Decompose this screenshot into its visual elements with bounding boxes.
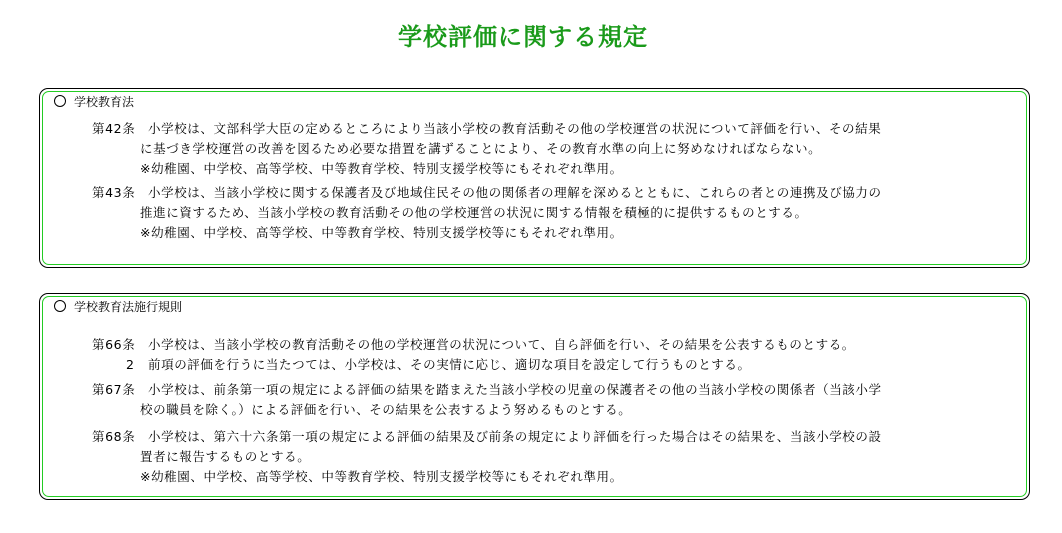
article-number: 第42条 [92,121,136,136]
article-line: 校の職員を除く。）による評価を行い、その結果を公表するよう努めるものとする。 [140,402,632,417]
article-line [92,380,882,400]
article-number: 第67条 [92,382,136,397]
section-heading-text: 学校教育法施行規則 [74,300,183,314]
page-title: 学校評価に関する規定 [398,23,648,51]
article-line: 推進に資するため、当該小学校の教育活動その他の学校運営の状況に関する情報を積極的に提供するものとする。 [140,205,808,220]
article-line [92,183,882,203]
article-text: 小学校は、前条第一項の規定による評価の結果を踏まえた当該小学校の児童の保護者その他の当該小学校の関係者（当該小学 [148,382,882,397]
article-66 [92,335,855,375]
paragraph-number: 2 [126,357,135,372]
paragraph-text: 前項の評価を行うに当たつては、小学校は、その実情に応じ、適切な項目を設定して行うものとする。 [148,357,751,372]
article-paragraph-2 [92,355,855,375]
article-line: に基づき学校運営の改善を図るため必要な措置を講ずることにより、その教育水準の向上に努めなければならない。 [140,141,822,156]
section-heading [54,299,182,315]
article-number: 第66条 [92,337,136,352]
section-school-education-act [39,88,1030,268]
section-heading [54,94,134,110]
article-line [92,119,881,139]
article-43 [92,183,882,243]
article-line [92,335,855,355]
article-text: 小学校は、当該小学校の教育活動その他の学校運営の状況について、自ら評価を行い、その結果を公表するものとする。 [148,337,855,352]
article-68 [92,427,882,487]
article-67 [92,380,882,420]
section-heading-text: 学校教育法 [74,95,135,109]
article-text: 小学校は、文部科学大臣の定めるところにより当該小学校の教育活動その他の学校運営の状況について評価を行い、その結果 [148,121,882,136]
article-note: ※幼稚園、中学校、高等学校、中等教育学校、特別支援学校等にもそれぞれ準用。 [140,161,623,176]
article-42 [92,119,881,179]
section-enforcement-regulations [39,293,1030,500]
article-text: 小学校は、第六十六条第一項の規定による評価の結果及び前条の規定により評価を行った場合はその結果を、当該小学校の設 [148,429,882,444]
article-line: 置者に報告するものとする。 [140,449,311,464]
article-number: 第43条 [92,185,136,200]
article-note: ※幼稚園、中学校、高等学校、中等教育学校、特別支援学校等にもそれぞれ準用。 [140,225,623,240]
article-number: 第68条 [92,429,136,444]
circle-bullet-icon [54,95,66,107]
circle-bullet-icon [54,300,66,312]
article-note: ※幼稚園、中学校、高等学校、中等教育学校、特別支援学校等にもそれぞれ準用。 [140,469,623,484]
article-line [92,427,882,447]
article-text: 小学校は、当該小学校に関する保護者及び地域住民その他の関係者の理解を深めるとともに、これらの者との連携及び協力の [148,185,882,200]
